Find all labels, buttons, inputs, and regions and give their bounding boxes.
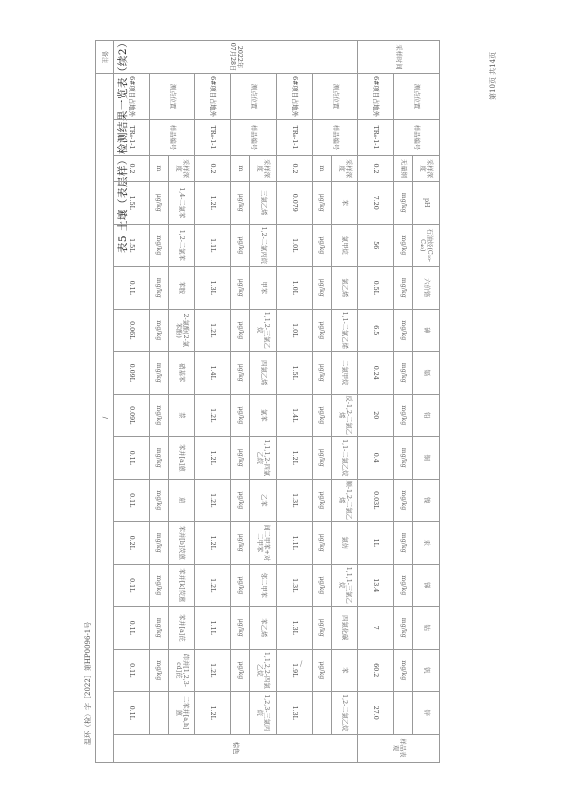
- depth-label: 采样深度: [413, 156, 440, 182]
- result-value: 1.1L: [195, 607, 231, 650]
- point-location-label: 测点位置: [149, 74, 195, 120]
- unit-cell: mg/kg: [149, 352, 168, 395]
- result-value: 0.5L: [358, 267, 394, 310]
- unit-cell: μg/kg: [231, 522, 250, 565]
- result-value: 1.2L: [276, 437, 312, 480]
- unit-cell: μg/kg: [312, 479, 331, 522]
- parameter-name: 氯甲烷: [331, 224, 358, 267]
- unit-cell: μg/kg: [231, 182, 250, 225]
- result-value: 1.4L: [195, 352, 231, 395]
- unit-cell: μg/kg: [312, 182, 331, 225]
- unit-cell: μg/kg: [312, 352, 331, 395]
- parameter-name: 四氯乙烯: [250, 352, 277, 395]
- result-value: 0.1L: [113, 692, 149, 735]
- result-value: 1.3L: [276, 607, 312, 650]
- depth-value: 0.2: [113, 156, 149, 182]
- sampling-time-value: 2022年07月28日: [113, 41, 358, 74]
- sample-no-label: 样品编号: [312, 120, 358, 156]
- unit-cell: mg/kg: [394, 394, 413, 437]
- parameter-name: 硝基苯: [168, 352, 195, 395]
- unit-cell: mg/kg: [149, 649, 168, 692]
- unit-cell: mg/kg: [394, 649, 413, 692]
- unit-cell: m: [312, 156, 331, 182]
- parameter-name: 镉: [413, 352, 440, 395]
- unit-cell: μg/kg: [312, 437, 331, 480]
- parameter-name: 䓛: [168, 479, 195, 522]
- parameter-name: 乙苯: [250, 479, 277, 522]
- parameter-name: 钒: [413, 649, 440, 692]
- unit-cell: mg/kg: [394, 352, 413, 395]
- unit-cell: mg/kg: [394, 437, 413, 480]
- parameter-name: 铜: [413, 437, 440, 480]
- sample-no-value: TR₆-1-1: [113, 120, 149, 156]
- unit-cell: mg/kg: [394, 564, 413, 607]
- unit-cell: mg/kg: [394, 522, 413, 565]
- result-value: 1L: [358, 522, 394, 565]
- point-location-value: 6#项目占地外: [195, 74, 231, 120]
- result-value: 1.2L: [195, 479, 231, 522]
- result-value: 1.0L: [276, 309, 312, 352]
- parameter-name: 苯并[k]荧蒽: [168, 564, 195, 607]
- result-value: 1.2L: [195, 649, 231, 692]
- unit-cell: μg/kg: [312, 267, 331, 310]
- parameter-name: 镍: [413, 479, 440, 522]
- remark-label: 备注: [96, 41, 114, 74]
- sample-no-value: TR₆-1-1: [358, 120, 394, 156]
- result-value: 1.2L: [195, 522, 231, 565]
- parameter-name: 反-1,2-二氯乙烯: [331, 394, 358, 437]
- result-value: 0.1L: [113, 267, 149, 310]
- page-slash: /: [300, 660, 303, 668]
- unit-cell: mg/kg: [149, 522, 168, 565]
- parameter-name: 铅: [413, 394, 440, 437]
- parameter-name: 苯并[b]荧蒽: [168, 522, 195, 565]
- parameter-name: 萘: [168, 394, 195, 437]
- table-title: 表5 土壤（表层样）检测结果一览表（续2）: [117, 36, 129, 254]
- unit-cell: μg/kg: [231, 649, 250, 692]
- point-location-value: 6#项目占地外: [358, 74, 394, 120]
- result-value: 27.0: [358, 692, 394, 735]
- unit-cell: mg/kg: [149, 607, 168, 650]
- unit-cell: μg/kg: [312, 522, 331, 565]
- parameter-name: 氯乙烯: [331, 267, 358, 310]
- parameter-name: 1,1,2-三氯乙烷: [250, 309, 277, 352]
- sample-no-value: TR₆-1-1: [195, 120, 231, 156]
- unit-cell: mg/kg: [394, 479, 413, 522]
- unit-cell: μg/kg: [231, 564, 250, 607]
- result-value: 0.24: [358, 352, 394, 395]
- depth-label: 采样深度: [168, 156, 195, 182]
- parameter-name: 1,1,1-三氯乙烷: [331, 564, 358, 607]
- result-value: 1.2L: [195, 437, 231, 480]
- unit-cell: mg/kg: [394, 182, 413, 225]
- result-value: 0.09L: [113, 352, 149, 395]
- result-value: 0.2L: [113, 522, 149, 565]
- parameter-name: 氯苯: [250, 394, 277, 437]
- unit-cell: μg/kg: [312, 564, 331, 607]
- parameter-name: 苯胺: [168, 267, 195, 310]
- result-value: 1.4L: [276, 394, 312, 437]
- parameter-name: 汞: [413, 522, 440, 565]
- result-value: 0.1L: [113, 437, 149, 480]
- point-location-label: 测点位置: [394, 74, 440, 120]
- result-value: 7: [358, 607, 394, 650]
- result-value: 60.2: [358, 649, 394, 692]
- unit-cell: mg/kg: [394, 309, 413, 352]
- result-value: 1.0L: [276, 267, 312, 310]
- result-value: 1.5L: [276, 352, 312, 395]
- unit-cell: m: [231, 156, 250, 182]
- unit-cell: mg/kg: [149, 479, 168, 522]
- result-value: 0.1L: [113, 649, 149, 692]
- unit-cell: mg/kg: [149, 394, 168, 437]
- result-value: 1.3L: [276, 564, 312, 607]
- point-location-label: 测点位置: [231, 74, 277, 120]
- parameter-name: 石油烃(C₁₀-C₄₀): [413, 224, 440, 267]
- parameter-name: 二氯甲烷: [331, 352, 358, 395]
- parameter-name: 1,1,1,2-四氯乙烷: [250, 437, 277, 480]
- result-value: 0.4: [358, 437, 394, 480]
- appearance-label: 样品表观: [358, 734, 440, 762]
- parameter-name: 三氯乙烯: [250, 182, 277, 225]
- parameter-name: 间二甲苯+对二甲苯: [250, 522, 277, 565]
- parameter-name: 苯: [331, 649, 358, 692]
- result-value: 1.2L: [195, 182, 231, 225]
- result-value: 1.1L: [195, 224, 231, 267]
- result-value: 1.3L: [276, 479, 312, 522]
- sampling-time-header: 采样时间: [358, 41, 440, 74]
- unit-cell: μg/kg: [312, 394, 331, 437]
- unit-cell: μg/kg: [231, 309, 250, 352]
- result-value: 1.3L: [195, 267, 231, 310]
- unit-cell: μg/kg: [231, 267, 250, 310]
- point-location-value: 6#项目占地外: [276, 74, 312, 120]
- parameter-name: 1,1-二氯乙烷: [331, 437, 358, 480]
- results-table: [95, 40, 440, 763]
- unit-cell: mg/kg: [149, 437, 168, 480]
- page-label: 第10页 共14页: [489, 51, 497, 100]
- unit-cell: mg/kg: [149, 564, 168, 607]
- parameter-name: 苯乙烯: [250, 607, 277, 650]
- parameter-name: 锑: [413, 564, 440, 607]
- result-value: 1.0L: [276, 224, 312, 267]
- parameter-name: 砷: [413, 309, 440, 352]
- unit-cell: μg/kg: [231, 394, 250, 437]
- point-location-label: 测点位置: [312, 74, 358, 120]
- unit-cell: μg/kg: [231, 224, 250, 267]
- parameter-name: 顺-1,2-二氯乙烯: [331, 479, 358, 522]
- result-value: 1.9L: [276, 649, 312, 692]
- sample-no-label: 样品编号: [149, 120, 195, 156]
- unit-cell: μg/kg: [149, 182, 168, 225]
- parameter-name: 2-氯酚(2-氯苯酚): [168, 309, 195, 352]
- unit-cell: μg/kg: [231, 479, 250, 522]
- parameter-name: 1,4-二氯苯: [168, 182, 195, 225]
- result-value: 0.09L: [113, 394, 149, 437]
- unit-cell: mg/kg: [149, 224, 168, 267]
- result-value: 1.5L: [113, 182, 149, 225]
- sample-no-label: 样品编号: [394, 120, 440, 156]
- result-value: 13.4: [358, 564, 394, 607]
- result-value: 0.1L: [113, 479, 149, 522]
- result-value: 1.3L: [276, 692, 312, 735]
- parameter-name: 茚并[1,2,3-cd]芘: [168, 649, 195, 692]
- results-table-rotated: [95, 40, 440, 758]
- depth-label: 采样深度: [331, 156, 358, 182]
- parameter-name: 钴: [413, 607, 440, 650]
- parameter-name: 六价铬: [413, 267, 440, 310]
- unit-cell: μg/kg: [312, 224, 331, 267]
- parameter-name: 二苯并[a,h]蒽: [168, 692, 195, 735]
- result-value: 7.20: [358, 182, 394, 225]
- unit-cell: μg/kg: [231, 607, 250, 650]
- unit-cell: mg/kg: [394, 607, 413, 650]
- parameter-name: 1,1-二氯乙烯: [331, 309, 358, 352]
- unit-cell: μg/kg: [312, 607, 331, 650]
- unit-cell: mg/kg: [394, 224, 413, 267]
- result-value: 20: [358, 394, 394, 437]
- parameter-name: 1,1,2,2-四氯乙烷: [250, 649, 277, 692]
- unit-cell: μg/kg: [312, 649, 331, 692]
- result-value: 1.1L: [276, 522, 312, 565]
- result-value: 1.2L: [195, 564, 231, 607]
- unit-cell: μg/kg: [231, 352, 250, 395]
- unit-cell: m: [149, 156, 168, 182]
- result-value: 0.03L: [358, 479, 394, 522]
- depth-value: 0.2: [195, 156, 231, 182]
- document-number: 温环（检）字［2022］第HP0096-1号: [84, 621, 92, 745]
- parameter-name: pH: [413, 182, 440, 225]
- sample-no-value: TR₆-1-1: [276, 120, 312, 156]
- unit-cell: mg/kg: [394, 267, 413, 310]
- result-value: 0.1L: [113, 564, 149, 607]
- parameter-name: 四氯化碳: [331, 607, 358, 650]
- result-value: 1.2L: [195, 309, 231, 352]
- result-value: 56: [358, 224, 394, 267]
- result-value: 1.2L: [195, 692, 231, 735]
- result-value: 1.2L: [195, 394, 231, 437]
- parameter-name: 苯并[a]芘: [168, 607, 195, 650]
- result-value: 6.5: [358, 309, 394, 352]
- parameter-name: 邻二甲苯: [250, 564, 277, 607]
- point-location-value: 6#项目占地外: [113, 74, 149, 120]
- remark-value: /: [96, 74, 114, 763]
- depth-label: 采样深度: [250, 156, 277, 182]
- parameter-name: 1,2,3-三氯丙烷: [250, 692, 277, 735]
- unit-cell: μg/kg: [231, 437, 250, 480]
- result-value: 0.079: [276, 182, 312, 225]
- unit-cell: mg/kg: [149, 309, 168, 352]
- result-value: 0.06L: [113, 309, 149, 352]
- unit-cell: 无量纲: [394, 156, 413, 182]
- unit-cell: mg/kg: [149, 267, 168, 310]
- depth-value: 0.2: [276, 156, 312, 182]
- parameter-name: 1,2-二氯丙烷: [250, 224, 277, 267]
- result-value: 1.5L: [113, 224, 149, 267]
- parameter-name: 甲苯: [250, 267, 277, 310]
- parameter-name: 苯: [331, 182, 358, 225]
- sample-no-label: 样品编号: [231, 120, 277, 156]
- parameter-name: 苯并[a]蒽: [168, 437, 195, 480]
- unit-cell: μg/kg: [312, 309, 331, 352]
- parameter-name: 锌: [413, 692, 440, 735]
- parameter-name: 1,2-二氯苯: [168, 224, 195, 267]
- result-value: 0.1L: [113, 607, 149, 650]
- appearance-value: 棕色: [113, 734, 358, 762]
- depth-value: 0.2: [358, 156, 394, 182]
- parameter-name: 氯仿: [331, 522, 358, 565]
- parameter-name: 1,2-二氯乙烷: [331, 692, 358, 735]
